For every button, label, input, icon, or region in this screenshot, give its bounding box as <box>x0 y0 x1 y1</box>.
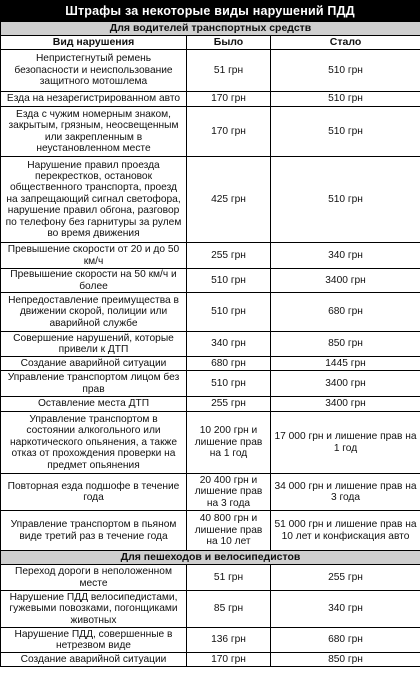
fine-after-cell: 3400 грн <box>271 269 420 293</box>
violation-cell: Езда с чужим номерным знаком, закрытым, грязным, неосвещенным или закрепленным в неустановленном месте <box>1 107 187 157</box>
violation-cell: Непристегнутый ремень безопасности и неиспользование защитного мотошлема <box>1 50 187 92</box>
table-row <box>1 50 420 92</box>
table-row <box>1 293 420 332</box>
fine-after-cell: 34 000 грн и лишение прав на 3 года <box>271 474 420 511</box>
fine-before-cell: 20 400 грн и лишение прав на 3 года <box>187 474 271 511</box>
fine-before-cell: 170 грн <box>187 653 271 667</box>
table-row <box>1 332 420 357</box>
fine-after-cell: 680 грн <box>271 628 420 653</box>
violation-cell: Оставление места ДТП <box>1 397 187 412</box>
fine-before-cell: 510 грн <box>187 293 271 332</box>
column-header-after: Стало <box>271 36 420 50</box>
violation-cell: Создание аварийной ситуации <box>1 653 187 667</box>
page-title: Штрафы за некоторые виды нарушений ПДД <box>0 0 420 21</box>
table-row <box>1 371 420 397</box>
section-header-row <box>1 551 420 565</box>
violation-cell: Нарушение ПДД, совершенные в нетрезвом виде <box>1 628 187 653</box>
fines-table-body <box>1 22 420 667</box>
table-row <box>1 412 420 474</box>
fine-before-cell: 170 грн <box>187 92 271 107</box>
fine-before-cell: 51 грн <box>187 50 271 92</box>
violation-cell: Управление транспортом в пьяном виде третий раз в течение года <box>1 511 187 551</box>
violation-cell: Управление транспортом в состоянии алкогольного или наркотического опьянения, а также отказ от прохождения проверки на предмет опьянения <box>1 412 187 474</box>
fine-before-cell: 425 грн <box>187 157 271 243</box>
fines-table <box>0 21 420 667</box>
section-title: Для водителей транспортных средств <box>1 22 420 36</box>
fine-after-cell: 510 грн <box>271 50 420 92</box>
fine-after-cell: 850 грн <box>271 332 420 357</box>
fine-before-cell: 510 грн <box>187 371 271 397</box>
fine-before-cell: 51 грн <box>187 565 271 591</box>
section-title: Для пешеходов и велосипедистов <box>1 551 420 565</box>
table-row <box>1 107 420 157</box>
table-row <box>1 269 420 293</box>
violation-cell: Переход дороги в неположенном месте <box>1 565 187 591</box>
column-header-violation: Вид нарушения <box>1 36 187 50</box>
violation-cell: Непредоставление преимущества в движении скорой, полиции или аварийной службе <box>1 293 187 332</box>
fine-before-cell: 340 грн <box>187 332 271 357</box>
violation-cell: Управление транспортом лицом без прав <box>1 371 187 397</box>
section-header-row <box>1 22 420 36</box>
violation-cell: Нарушение ПДД велосипедистами, гужевыми повозками, погонщиками животных <box>1 591 187 628</box>
table-row <box>1 628 420 653</box>
table-row <box>1 243 420 269</box>
fine-before-cell: 255 грн <box>187 243 271 269</box>
fine-after-cell: 3400 грн <box>271 397 420 412</box>
violation-cell: Езда на незарегистрированном авто <box>1 92 187 107</box>
fine-after-cell: 1445 грн <box>271 357 420 371</box>
fine-before-cell: 510 грн <box>187 269 271 293</box>
fine-before-cell: 136 грн <box>187 628 271 653</box>
table-row <box>1 357 420 371</box>
fine-before-cell: 255 грн <box>187 397 271 412</box>
fine-after-cell: 255 грн <box>271 565 420 591</box>
fine-after-cell: 510 грн <box>271 107 420 157</box>
violation-cell: Превышение скорости на 50 км/ч и более <box>1 269 187 293</box>
fine-after-cell: 510 грн <box>271 157 420 243</box>
table-row <box>1 92 420 107</box>
table-row <box>1 157 420 243</box>
table-row <box>1 565 420 591</box>
fine-after-cell: 17 000 грн и лишение прав на 1 год <box>271 412 420 474</box>
violation-cell: Превышение скорости от 20 и до 50 км/ч <box>1 243 187 269</box>
fine-after-cell: 680 грн <box>271 293 420 332</box>
fine-after-cell: 3400 грн <box>271 371 420 397</box>
table-row <box>1 474 420 511</box>
fine-after-cell: 510 грн <box>271 92 420 107</box>
fine-after-cell: 340 грн <box>271 243 420 269</box>
column-header-before: Было <box>187 36 271 50</box>
table-row <box>1 591 420 628</box>
violation-cell: Создание аварийной ситуации <box>1 357 187 371</box>
column-header-row <box>1 36 420 50</box>
fine-before-cell: 170 грн <box>187 107 271 157</box>
violation-cell: Нарушение правил проезда перекрестков, остановок общественного транспорта, проезд на запрещающий сигнал светофора, нарушение правил обгона, разговор по телефону без гарнитуры за рулем во время движения <box>1 157 187 243</box>
fine-before-cell: 10 200 грн и лишение прав на 1 год <box>187 412 271 474</box>
fine-before-cell: 680 грн <box>187 357 271 371</box>
violation-cell: Повторная езда подшофе в течение года <box>1 474 187 511</box>
table-row <box>1 653 420 667</box>
violation-cell: Совершение нарушений, которые привели к ДТП <box>1 332 187 357</box>
fine-before-cell: 40 800 грн и лишение прав на 10 лет <box>187 511 271 551</box>
fine-after-cell: 51 000 грн и лишение прав на 10 лет и конфискация авто <box>271 511 420 551</box>
table-row <box>1 397 420 412</box>
fine-after-cell: 340 грн <box>271 591 420 628</box>
fine-before-cell: 85 грн <box>187 591 271 628</box>
table-row <box>1 511 420 551</box>
fine-after-cell: 850 грн <box>271 653 420 667</box>
